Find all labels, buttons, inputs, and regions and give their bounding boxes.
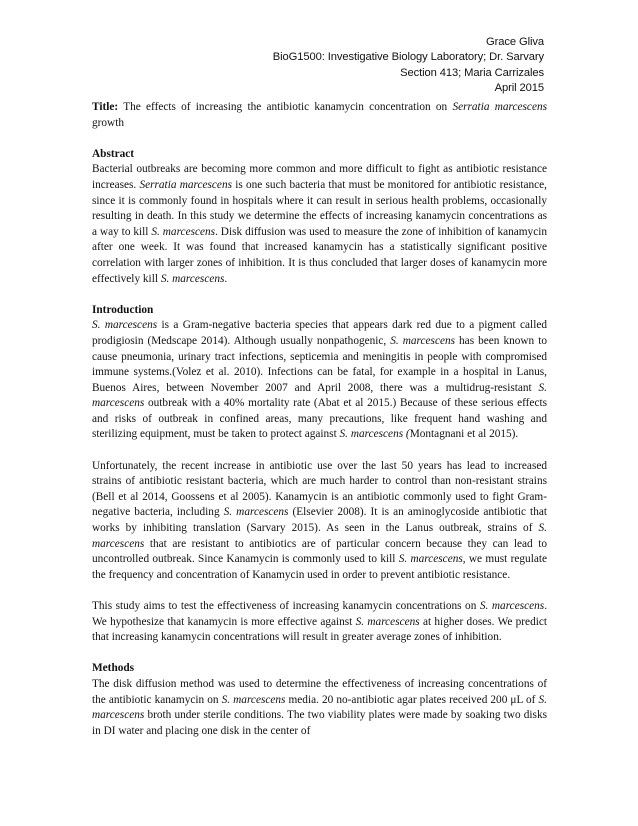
page-header [273,35,544,96]
introduction-paragraph-1: S. marcescens is a Gram-negative bacteria species that appears dark red due to a pigment called prodigiosin (Medscape 2014). Although usually nonpathogenic, S. marcescens has been known to cause pneumonia, urinary tract infections, septicemia and meningitis in people with compromised immune systems.(Volez et al. 2010). Infections can be fatal, for example in a hospital in Lanus, Buenos Aires, between November 2007 and April 2008, there was a multidrug-resistant S. marcescens outbreak with a 40% mortality rate (Abat et al 2015.) Because of these serious effects and risks of outbreak in confined areas, many precautions, like frequent hand washing and sterilizing equipment, must be taken to protect against S. marcescens (Montagnani et al 2015). [92,319,547,441]
introduction-paragraph-2: Unfortunately, the recent increase in antibiotic use over the last 50 years has lead to increased strains of antibiotic resistant bacteria, which are much harder to control than non-resistant strains (Bell et al 2014, Goossens et al 2005). Kanamycin is an antibiotic commonly used to fight Gram-negative bacteria, including S. marcescens (Elsevier 2008). It is an aminoglycoside antibiotic that works by inhibiting translation (Sarvary 2015). As seen in the Lanus outbreak, strains of S. marcescens that are resistant to antibiotics are of particular concern because they can lead to uncontrolled outbreak. Since Kanamycin is commonly used to kill S. marcescens, we must regulate the frequency and concentration of Kanamycin used in order to prevent antibiotic resistance. [92,459,548,581]
date-line: April 2015 [494,81,544,94]
document-body [92,100,547,739]
section-line: Section 413; Maria Carrizales [400,66,544,79]
introduction-heading: Introduction [92,303,154,316]
methods-paragraph: The disk diffusion method was used to determine the effectiveness of increasing concentrations of the antibiotic kanamycin on S. marcescens media. 20 no-antibiotic agar plates received 200 μL of S. marcescens broth under sterile conditions. The two viability plates were made by soaking two disks in DI water and placing one disk in the center of [92,677,547,737]
title-label: Title: [92,101,119,113]
abstract-paragraph: Bacterial outbreaks are becoming more common and more difficult to fight as antibiotic resistance increases. Serratia marcescens is one such bacteria that must be monitored for antibiotic resistance, since it is commonly found in hospitals where it can result in serious health problems, occasionally resulting in death. In this study we determine the effects of increasing kanamycin concentrations as a way to kill S. marcescens. Disk diffusion was used to measure the zone of inhibition of kanamycin after one week. It was found that increased kanamycin has a statistically significant positive correlation with larger zones of inhibition. It is thus concluded that larger doses of kanamycin more effectively kill S. marcescens. [92,163,548,285]
methods-heading: Methods [92,662,135,675]
author-name: Grace Gliva [486,36,544,48]
introduction-paragraph-3: This study aims to test the effectiveness of increasing kanamycin concentrations on S. marcescens. We hypothesize that kanamycin is more effective against S. marcescens at higher doses. We predict that increasing kanamycin concentrations will result in greater average zones of inhibition. [92,600,548,644]
title-line: Title: The effects of increasing the antibiotic kanamycin concentration on Serratia marcescens growth [92,101,548,129]
abstract-heading: Abstract [92,147,135,160]
course-line: BioG1500: Investigative Biology Laboratory; Dr. Sarvary [272,51,544,64]
